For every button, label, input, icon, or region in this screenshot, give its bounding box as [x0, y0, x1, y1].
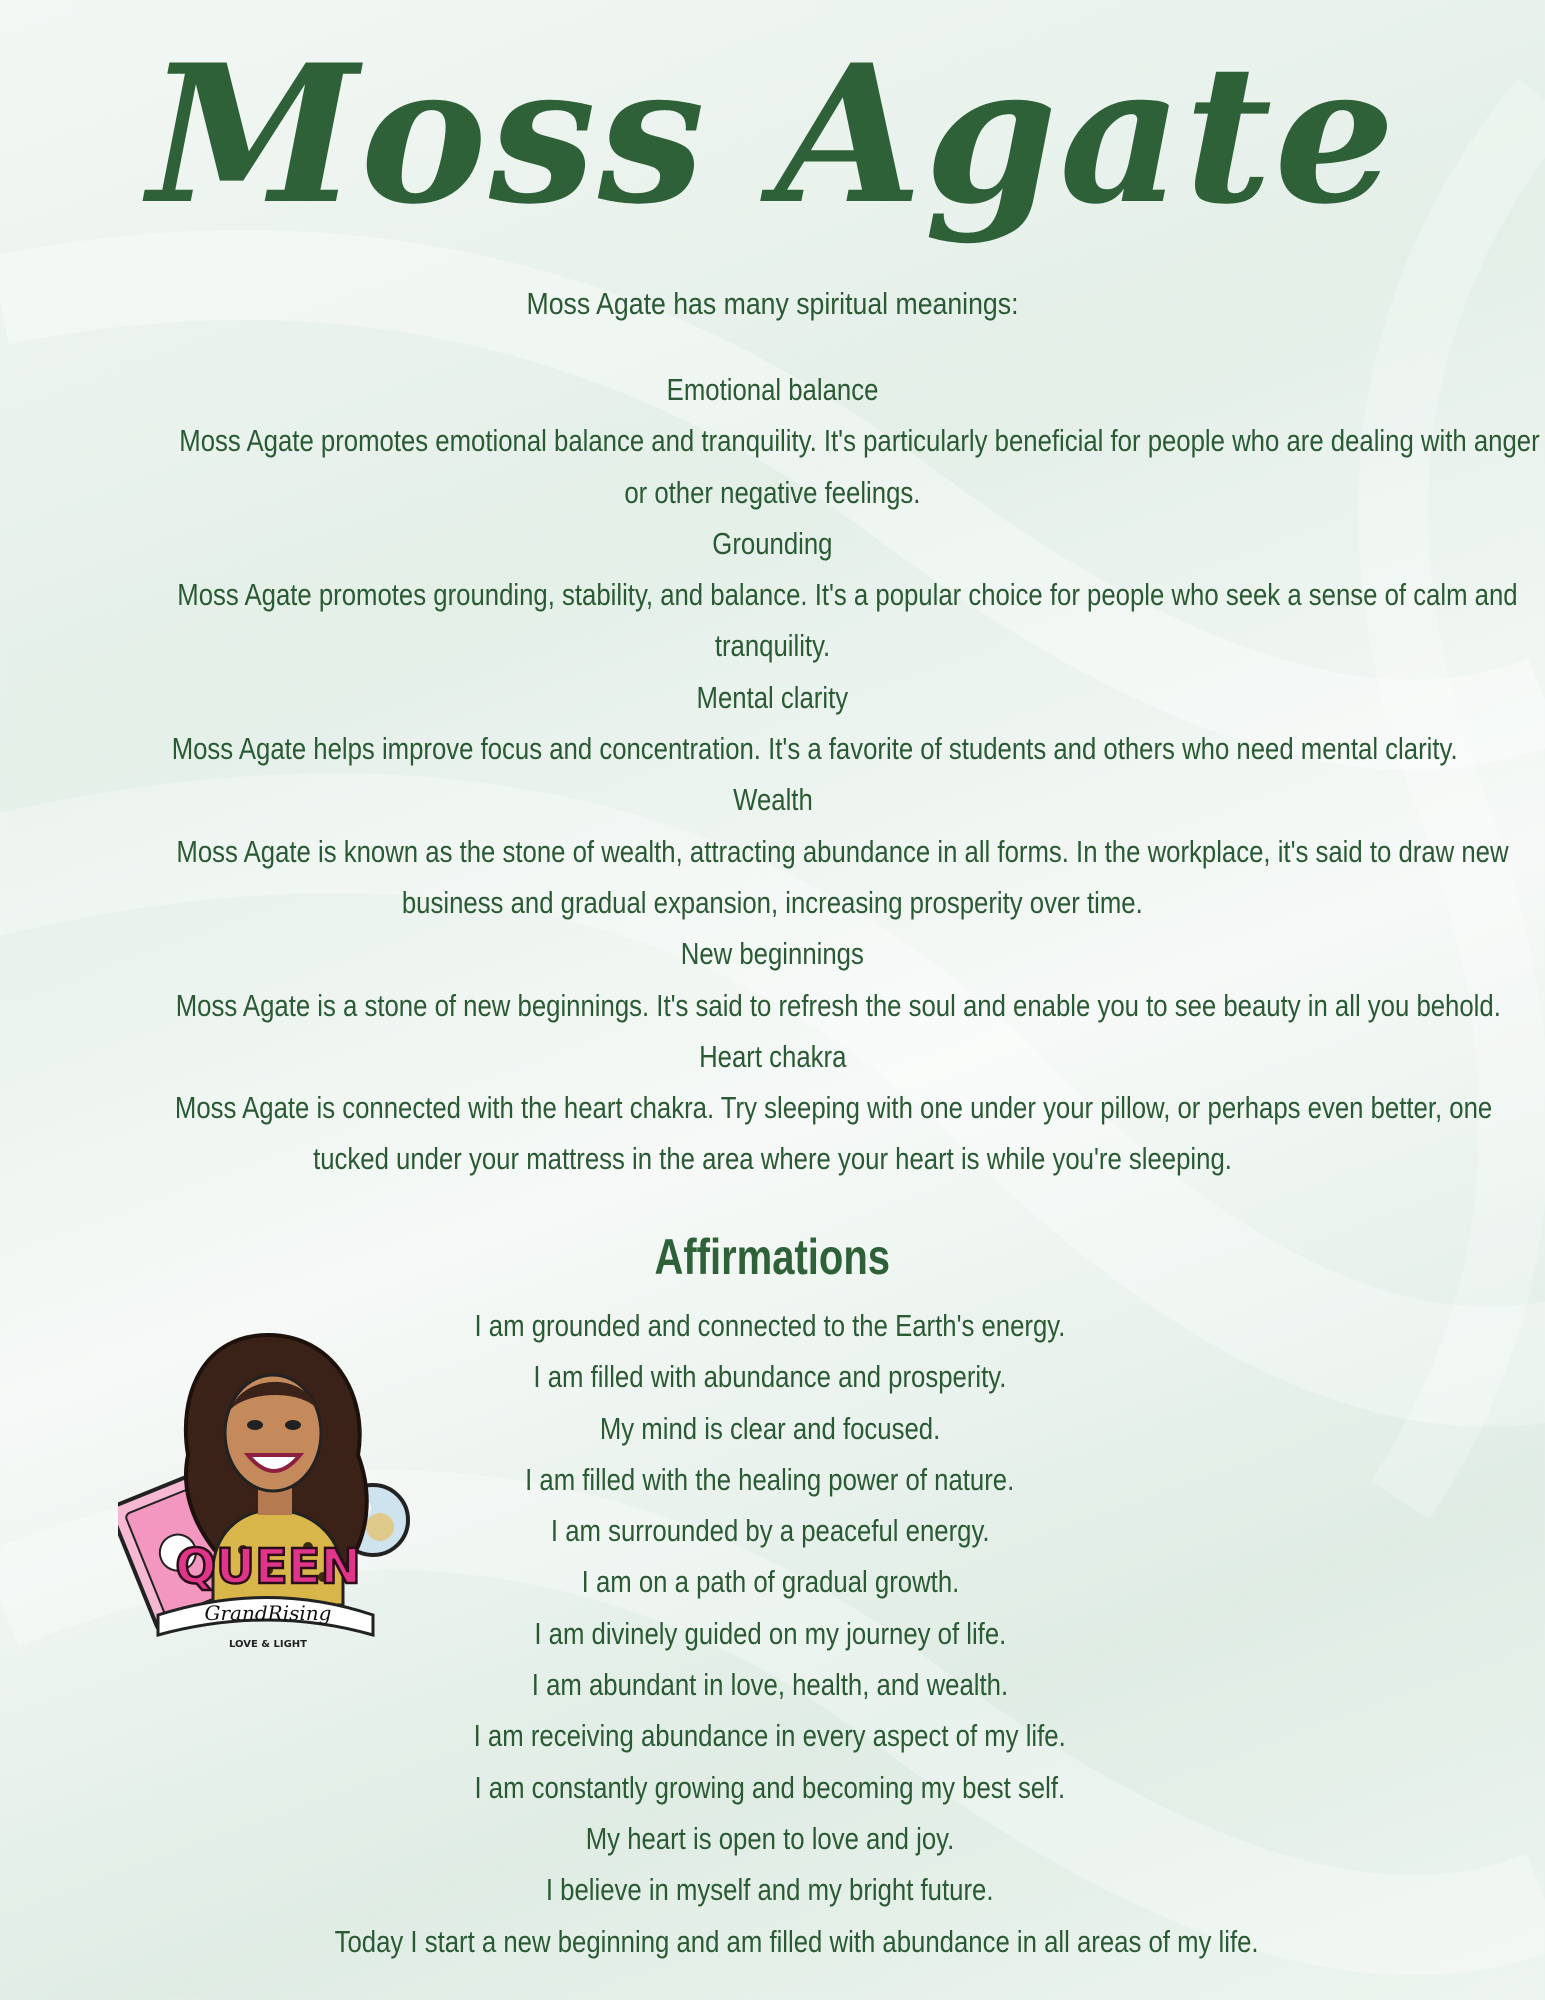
intro-text: Moss Agate has many spiritual meanings:	[526, 286, 1019, 321]
affirmation-item: Today I start a new beginning and am filled with abundance in all areas of my life.	[334, 1923, 1259, 1959]
meaning-text: Moss Agate promotes grounding, stability, and balance. It's a popular choice for people who seek a sense of calm and	[177, 577, 1518, 613]
meaning-text: tucked under your mattress in the area where your heart is while you're sleeping.	[313, 1141, 1232, 1177]
meaning-text: Moss Agate is connected with the heart chakra. Try sleeping with one under your pillow, or perhaps even better, one	[174, 1090, 1493, 1126]
affirmation-item: I am receiving abundance in every aspect of my life.	[473, 1718, 1067, 1754]
meaning-heading: Grounding	[712, 525, 833, 561]
meaning-heading: New beginnings	[680, 936, 865, 972]
meaning-text: Moss Agate is a stone of new beginnings. It's said to refresh the soul and enable you to see beauty in all you behold.	[175, 987, 1501, 1023]
meanings-list	[40, 364, 1540, 1185]
meaning-text: tranquility.	[714, 628, 831, 664]
affirmation-item: I am filled with the healing power of nature.	[525, 1461, 1015, 1497]
meaning-text: or other negative feelings.	[624, 474, 921, 510]
logo-script: GrandRising	[204, 1601, 332, 1625]
meaning-heading: Wealth	[732, 782, 813, 818]
affirmations-heading: Affirmations	[654, 1229, 891, 1285]
affirmation-item: I am divinely guided on my journey of life.	[534, 1615, 1006, 1651]
meaning-text: Moss Agate promotes emotional balance and tranquility. It's particularly beneficial for people who are dealing with anger	[179, 423, 1540, 459]
affirmation-item: I am filled with abundance and prosperity.	[533, 1359, 1007, 1395]
logo-banner	[158, 1539, 373, 1650]
affirmation-item: My mind is clear and focused.	[599, 1410, 941, 1446]
affirmation-item: I am grounded and connected to the Earth's energy.	[474, 1308, 1066, 1343]
logo-wordmark: QUEEN	[175, 1539, 361, 1595]
logo-tagline: LOVE & LIGHT	[229, 1639, 307, 1650]
meaning-text: Moss Agate helps improve focus and concentration. It's a favorite of students and others who need mental clarity.	[171, 731, 1458, 767]
queen-grandrising-logo	[118, 1315, 418, 1655]
meaning-heading: Heart chakra	[698, 1038, 847, 1074]
meaning-heading: Mental clarity	[696, 679, 849, 715]
meaning-text: business and gradual expansion, increasing prosperity over time.	[402, 884, 1143, 920]
affirmation-item: I believe in myself and my bright future.	[546, 1872, 994, 1908]
affirmation-item: I am abundant in love, health, and wealth.	[531, 1667, 1009, 1703]
affirmation-item: I am surrounded by a peaceful energy.	[550, 1513, 990, 1549]
meaning-text: Moss Agate is known as the stone of wealth, attracting abundance in all forms. In the workplace, it's said to draw new	[176, 833, 1509, 869]
affirmation-item: I am on a path of gradual growth.	[581, 1564, 959, 1600]
affirmation-item: I am constantly growing and becoming my best self.	[474, 1769, 1066, 1805]
affirmation-item: My heart is open to love and joy.	[585, 1820, 955, 1856]
page-title: Moss Agate	[147, 23, 1398, 246]
meaning-heading: Emotional balance	[666, 372, 879, 407]
